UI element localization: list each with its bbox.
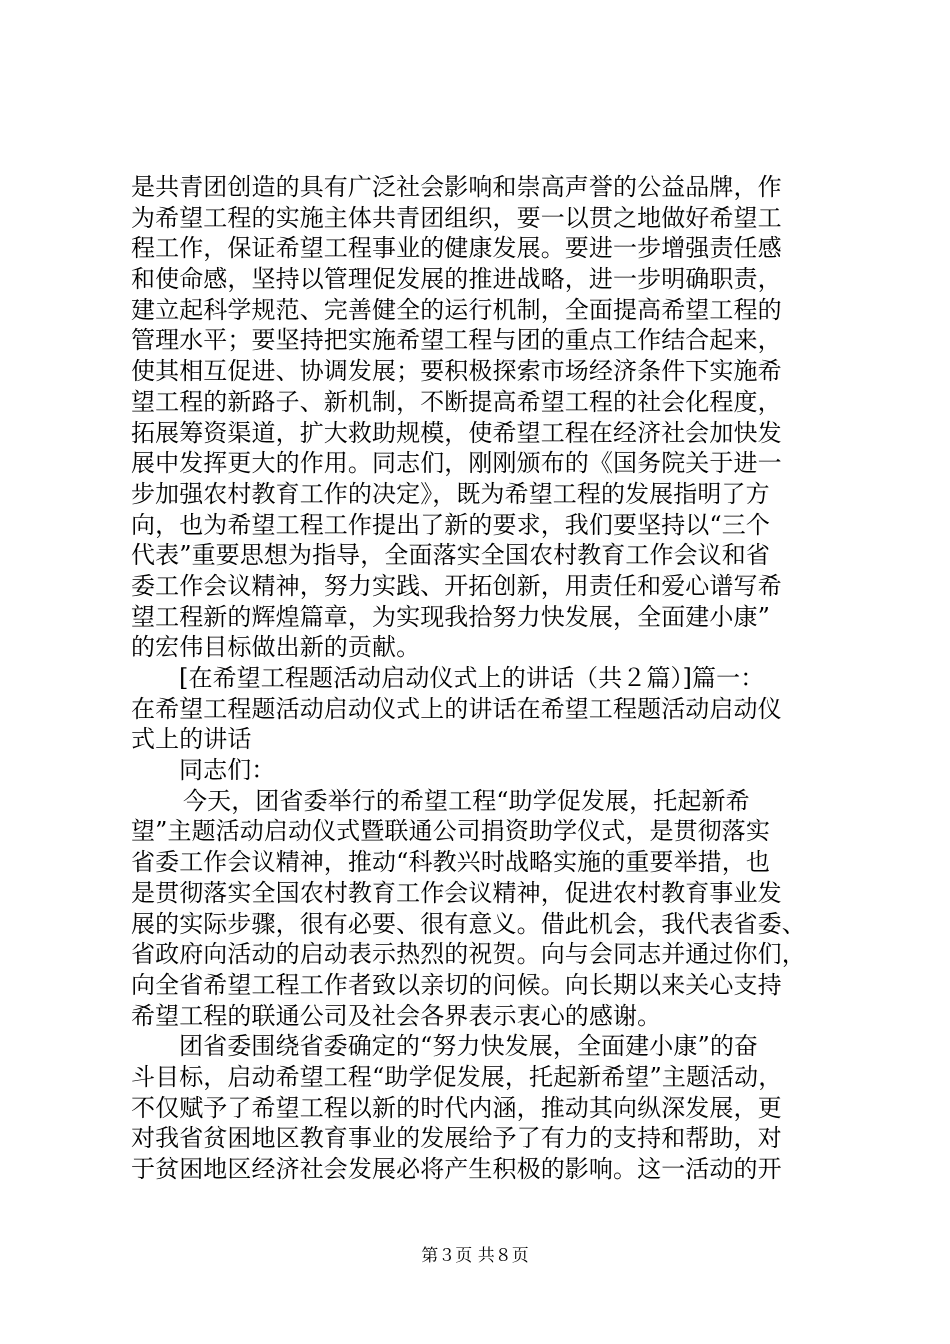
text-line: 步加强农村教育工作的决定》，既为希望工程的发展指明了方 [131, 479, 770, 508]
section-title-line: 在希望工程题活动启动仪式上的讲话在希望工程题活动启动仪 [131, 694, 782, 723]
text-line: 省政府向活动的启动表示热烈的祝贺。向与会同志并通过你们， [131, 940, 806, 969]
salutation-line: 同志们： [179, 756, 276, 785]
section-title-line: 式上的讲话 [131, 725, 252, 754]
text-line: 于贫困地区经济社会发展必将产生积极的影响。这一活动的开 [131, 1155, 782, 1183]
text-line: 展的实际步骤，很有必要、很有意义。借此机会，我代表省委、 [131, 909, 806, 938]
text-line: 和使命感，坚持以管理促发展的推进战略，进一步明确职责， [131, 265, 782, 294]
text-line: 团省委围绕省委确定的“努力快发展，全面建小康”的奋 [179, 1032, 759, 1061]
text-line: 不仅赋予了希望工程以新的时代内涵，推动其向纵深发展，更 [131, 1093, 782, 1122]
text-line: 的宏伟目标做出新的贡献。 [131, 633, 421, 662]
page-number-footer: 第３页 共８页 [421, 1246, 529, 1266]
text-line: 程工作，保证希望工程事业的健康发展。要进一步增强责任感 [131, 234, 782, 263]
text-line: 管理水平；要坚持把实施希望工程与团的重点工作结合起来， [131, 326, 782, 355]
text-line: 委工作会议精神，努力实践、开拓创新，用责任和爱心谱写希 [131, 571, 782, 600]
text-line: 对我省贫困地区教育事业的发展给予了有力的支持和帮助，对 [131, 1124, 782, 1153]
section-title-line: [在希望工程题活动启动仪式上的讲话（共２篇）]篇一： [179, 664, 765, 692]
text-line: 向，也为希望工程工作提出了新的要求，我们要坚持以“三个 [131, 510, 770, 539]
text-line: 希望工程的联通公司及社会各界表示衷心的感谢。 [131, 1001, 662, 1030]
text-line: 省委工作会议精神，推动“科教兴时战略实施的重要举措，也 [131, 848, 770, 877]
text-line: 拓展筹资渠道，扩大救助规模，使希望工程在经济社会加快发 [131, 418, 782, 447]
text-line: 代表”重要思想为指导，全面落实全国农村教育工作会议和省 [131, 541, 770, 570]
document-body [131, 172, 831, 1185]
text-line: 望工程新的辉煌篇章，为实现我拾努力快发展，全面建小康” [131, 602, 770, 631]
text-line: 为希望工程的实施主体共青团组织，要一以贯之地做好希望工 [131, 203, 782, 232]
text-line: 是共青团创造的具有广泛社会影响和崇高声誉的公益品牌，作 [131, 173, 782, 201]
text-line: 斗目标，启动希望工程“助学促发展，托起新希望”主题活动， [131, 1062, 783, 1091]
text-line: 望工程的新路子、新机制，不断提高希望工程的社会化程度， [131, 387, 782, 416]
text-line: 望”主题活动启动仪式暨联通公司捐资助学仪式，是贯彻落实 [131, 817, 770, 846]
text-line: 建立起科学规范、完善健全的运行机制，全面提高希望工程的 [131, 295, 782, 324]
text-line: 使其相互促进、协调发展；要积极探索市场经济条件下实施希 [131, 357, 782, 386]
text-line: 展中发挥更大的作用。同志们，刚刚颁布的《国务院关于进一 [131, 449, 782, 478]
text-line: 向全省希望工程工作者致以亲切的问候。向长期以来关心支持 [131, 970, 782, 999]
text-line: 今天，团省委举行的希望工程“助学促发展，托起新希 [183, 786, 750, 815]
text-line: 是贯彻落实全国农村教育工作会议精神，促进农村教育事业发 [131, 878, 782, 907]
